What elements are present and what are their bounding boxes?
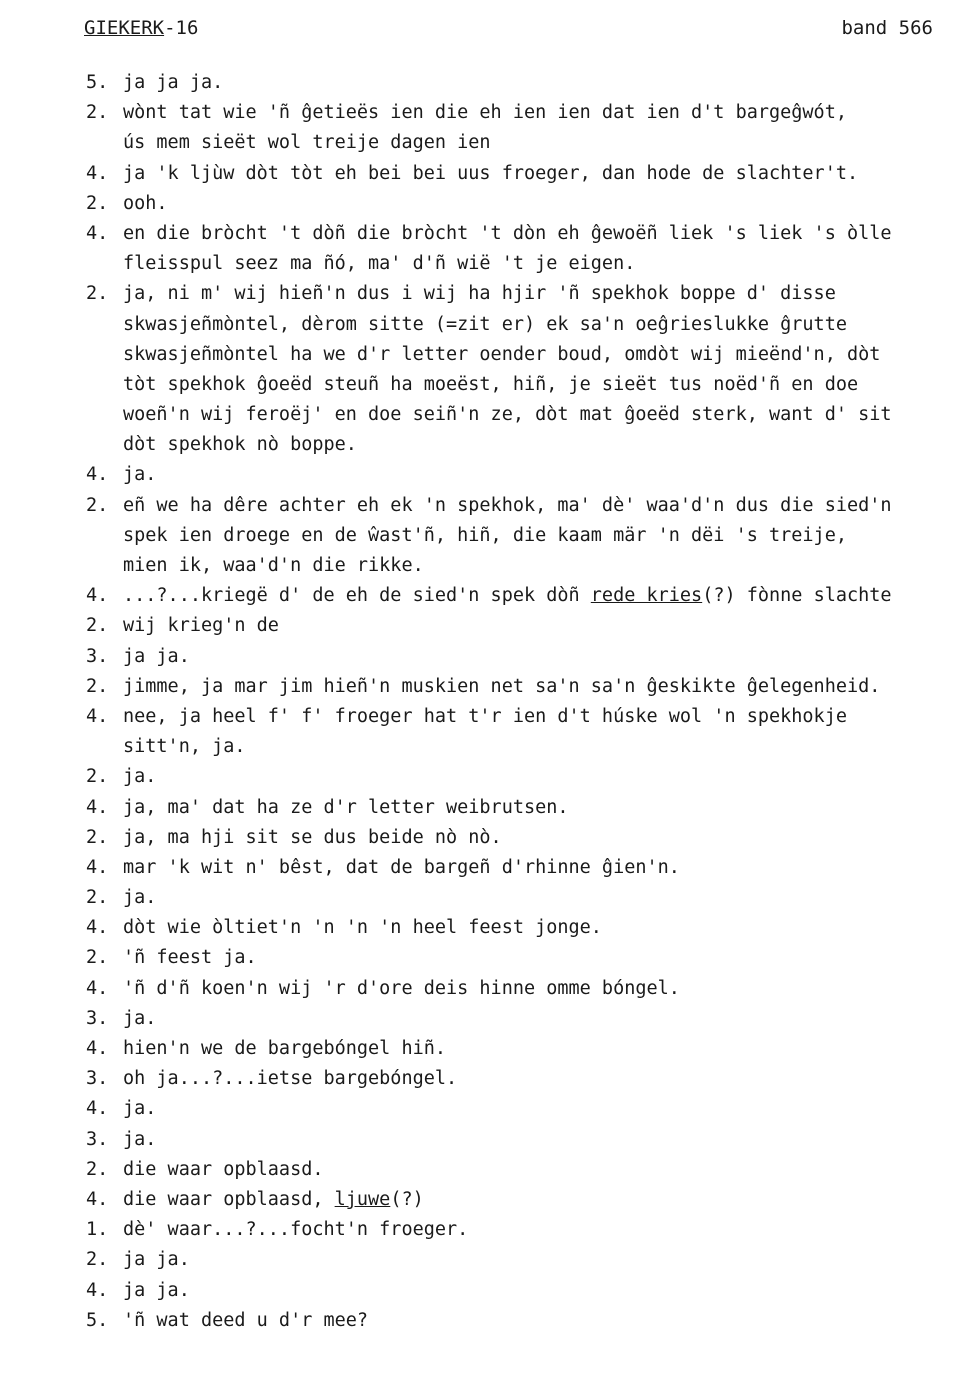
line-text: tòt spekhok ĝoeëd steuñ ha moeëst, hiñ, je sieët tus noëd'ñ en doe: [123, 373, 859, 395]
transcript-line: [86, 1215, 966, 1245]
speaker-number: 2.: [86, 494, 109, 516]
transcript-line: [86, 370, 966, 400]
transcript-line: [86, 883, 966, 913]
transcript-line: [86, 279, 966, 309]
transcript-line: [86, 672, 966, 702]
line-text: ja ja.: [123, 645, 190, 667]
speaker-number: 4.: [86, 162, 109, 184]
line-text: ja ja ja.: [123, 72, 224, 93]
transcript-line: [86, 1155, 966, 1185]
line-text: ja.: [123, 766, 157, 788]
speaker-number: 4.: [86, 222, 109, 244]
speaker-number: 4.: [86, 464, 109, 486]
page-number: -16: [164, 17, 199, 39]
transcript-line: [86, 1004, 966, 1034]
speaker-number: 3.: [86, 1007, 109, 1029]
transcript-line: [86, 762, 966, 792]
transcript-line: [86, 460, 966, 490]
line-text: skwasjeñmòntel, dèrom sitte (=zit er) ek sa'n oeĝrieslukke ĝrutte: [123, 313, 847, 335]
line-text: ja.: [123, 1007, 157, 1029]
line-text: wònt tat wie 'ñ ĝetieës ien die eh ien ien dat ien d't bargeĝwót,: [123, 102, 847, 124]
transcript-line: [86, 430, 966, 460]
transcript-line: [86, 68, 966, 98]
transcript-line: [86, 249, 966, 279]
speaker-number: 2.: [86, 192, 109, 214]
line-text: 'ñ feest ja.: [123, 947, 257, 969]
line-text: sitt'n, ja.: [123, 736, 246, 758]
transcript-line: [86, 1125, 966, 1155]
transcript-line: [86, 793, 966, 823]
transcript-line: [86, 310, 966, 340]
speaker-number: 3.: [86, 1128, 109, 1150]
speaker-number: 4.: [86, 1279, 109, 1301]
speaker-number: 5.: [86, 1309, 109, 1331]
speaker-number: 2.: [86, 283, 109, 305]
line-text: ja ja.: [123, 1279, 190, 1301]
speaker-number: 4.: [86, 796, 109, 818]
speaker-number: 4.: [86, 1188, 109, 1210]
speaker-number: 4.: [86, 1038, 109, 1059]
speaker-number: 2.: [86, 102, 109, 124]
speaker-number: 2.: [86, 766, 109, 788]
speaker-number: 4.: [86, 917, 109, 939]
transcript-line: [86, 491, 966, 521]
line-text: (?) fònne slachte: [702, 585, 892, 607]
transcript-line: [86, 913, 966, 943]
line-text: dòt wie òltiet'n 'n 'n 'n heel feest jonge.: [123, 917, 602, 939]
speaker-number: 3.: [86, 1068, 109, 1090]
line-text: jimme, ja mar jim hieñ'n muskien net sa'n sa'n ĝeskikte ĝelegenheid.: [123, 675, 881, 697]
transcript-body: [86, 68, 966, 1336]
transcript-line: [86, 521, 966, 551]
transcript-line: [86, 1245, 966, 1275]
transcript-line: [86, 943, 966, 973]
speaker-number: 2.: [86, 675, 109, 697]
line-text: ja, ma' dat ha ze d'r letter weibrutsen.: [123, 796, 569, 818]
line-text: fleisspul seez ma ñó, ma' d'ñ wië 't je eigen.: [123, 253, 636, 275]
transcript-line: [86, 551, 966, 581]
transcript-line: [86, 400, 966, 430]
transcript-line: [86, 128, 966, 158]
underlined-text: ljuwe: [334, 1188, 391, 1210]
transcript-line: [86, 1185, 966, 1215]
transcript-line: [86, 732, 966, 762]
speaker-number: 2.: [86, 615, 109, 637]
transcript-line: [86, 159, 966, 189]
transcript-line: [86, 581, 966, 611]
transcript-line: [86, 823, 966, 853]
transcript-line: [86, 974, 966, 1004]
speaker-number: 4.: [86, 705, 109, 727]
line-text: nee, ja heel f' f' froeger hat t'r ien d't húske wol 'n spekhokje: [123, 705, 847, 727]
line-text: 'ñ d'ñ koen'n wij 'r d'ore deis hinne omme bóngel.: [123, 977, 680, 999]
speaker-number: 4.: [86, 585, 109, 607]
speaker-number: 2.: [86, 1249, 109, 1271]
line-text: die waar opblaasd,: [123, 1188, 335, 1210]
line-text: 'ñ wat deed u d'r mee?: [123, 1309, 369, 1331]
speaker-number: 2.: [86, 887, 109, 909]
line-text: die waar opblaasd.: [123, 1158, 324, 1180]
line-text: dòt spekhok nò boppe.: [123, 434, 357, 456]
line-text: woeñ'n wij feroëj' en doe seiñ'n ze, dòt mat ĝoeëd sterk, want d' sit: [123, 404, 892, 426]
transcript-line: [86, 1306, 966, 1336]
line-text: ja.: [123, 1098, 157, 1120]
transcript-line: [86, 219, 966, 249]
transcript-line: [86, 1276, 966, 1306]
line-text: oh ja...?...ietse bargebóngel.: [123, 1068, 458, 1090]
transcript-line: [86, 642, 966, 672]
line-text: spek ien droege en de ŵast'ñ, hiñ, die kaam mär 'n dëi 's treije,: [123, 524, 847, 546]
line-text: skwasjeñmòntel ha we d'r letter oender boud, omdòt wij mieënd'n, dòt: [123, 343, 881, 365]
line-text: ús mem sieët wol treije dagen ien: [123, 132, 491, 154]
speaker-number: 4.: [86, 1098, 109, 1120]
line-text: wij krieg'n de: [123, 615, 279, 637]
speaker-number: 2.: [86, 947, 109, 969]
speaker-number: 3.: [86, 645, 109, 667]
document-title: [84, 17, 198, 39]
transcript-line: [86, 853, 966, 883]
transcript-line: [86, 189, 966, 219]
transcript-line: [86, 1064, 966, 1094]
transcript-line: [86, 340, 966, 370]
speaker-number: 2.: [86, 1158, 109, 1180]
line-text: ja.: [123, 887, 157, 909]
line-text: en die bròcht 't dòñ die bròcht 't dòn eh ĝewoëñ liek 's liek 's òlle: [123, 222, 892, 244]
line-text: ja.: [123, 1128, 157, 1150]
line-text: ja.: [123, 464, 157, 486]
line-text: dè' waar...?...focht'n froeger.: [123, 1219, 469, 1241]
underlined-text: rede kries: [590, 585, 703, 607]
line-text: ...?...kriegë d' de eh de sied'n spek dòñ: [123, 585, 591, 607]
speaker-number: 1.: [86, 1219, 109, 1241]
line-text: (?): [390, 1188, 424, 1210]
speaker-number: 4.: [86, 856, 109, 878]
line-text: mien ik, waa'd'n die rikke.: [123, 555, 424, 576]
place-name: GIEKERK: [84, 17, 165, 39]
transcript-line: [86, 1094, 966, 1124]
line-text: eñ we ha dêre achter eh ek 'n spekhok, ma' dè' waa'd'n dus die sied'n: [123, 494, 892, 516]
speaker-number: 4.: [86, 977, 109, 999]
line-text: ja, ma hji sit se dus beide nò nò.: [123, 826, 502, 848]
transcript-line: [86, 1034, 966, 1064]
transcript-line: [86, 702, 966, 732]
transcript-line: [86, 611, 966, 641]
speaker-number: 2.: [86, 826, 109, 848]
line-text: mar 'k wit n' bêst, dat de bargeñ d'rhinne ĝien'n.: [123, 856, 680, 878]
line-text: ja, ni m' wij hieñ'n dus i wij ha hjir 'ñ spekhok boppe d' disse: [123, 283, 836, 305]
line-text: hien'n we de bargebóngel hiñ.: [123, 1038, 447, 1059]
line-text: ooh.: [123, 192, 168, 214]
speaker-number: 5.: [86, 72, 109, 93]
line-text: ja ja.: [123, 1249, 190, 1271]
tape-number: band 566: [841, 17, 933, 39]
line-text: ja 'k ljùw dòt tòt eh bei bei uus froeger, dan hode de slachter't.: [123, 162, 859, 184]
transcript-line: [86, 98, 966, 128]
